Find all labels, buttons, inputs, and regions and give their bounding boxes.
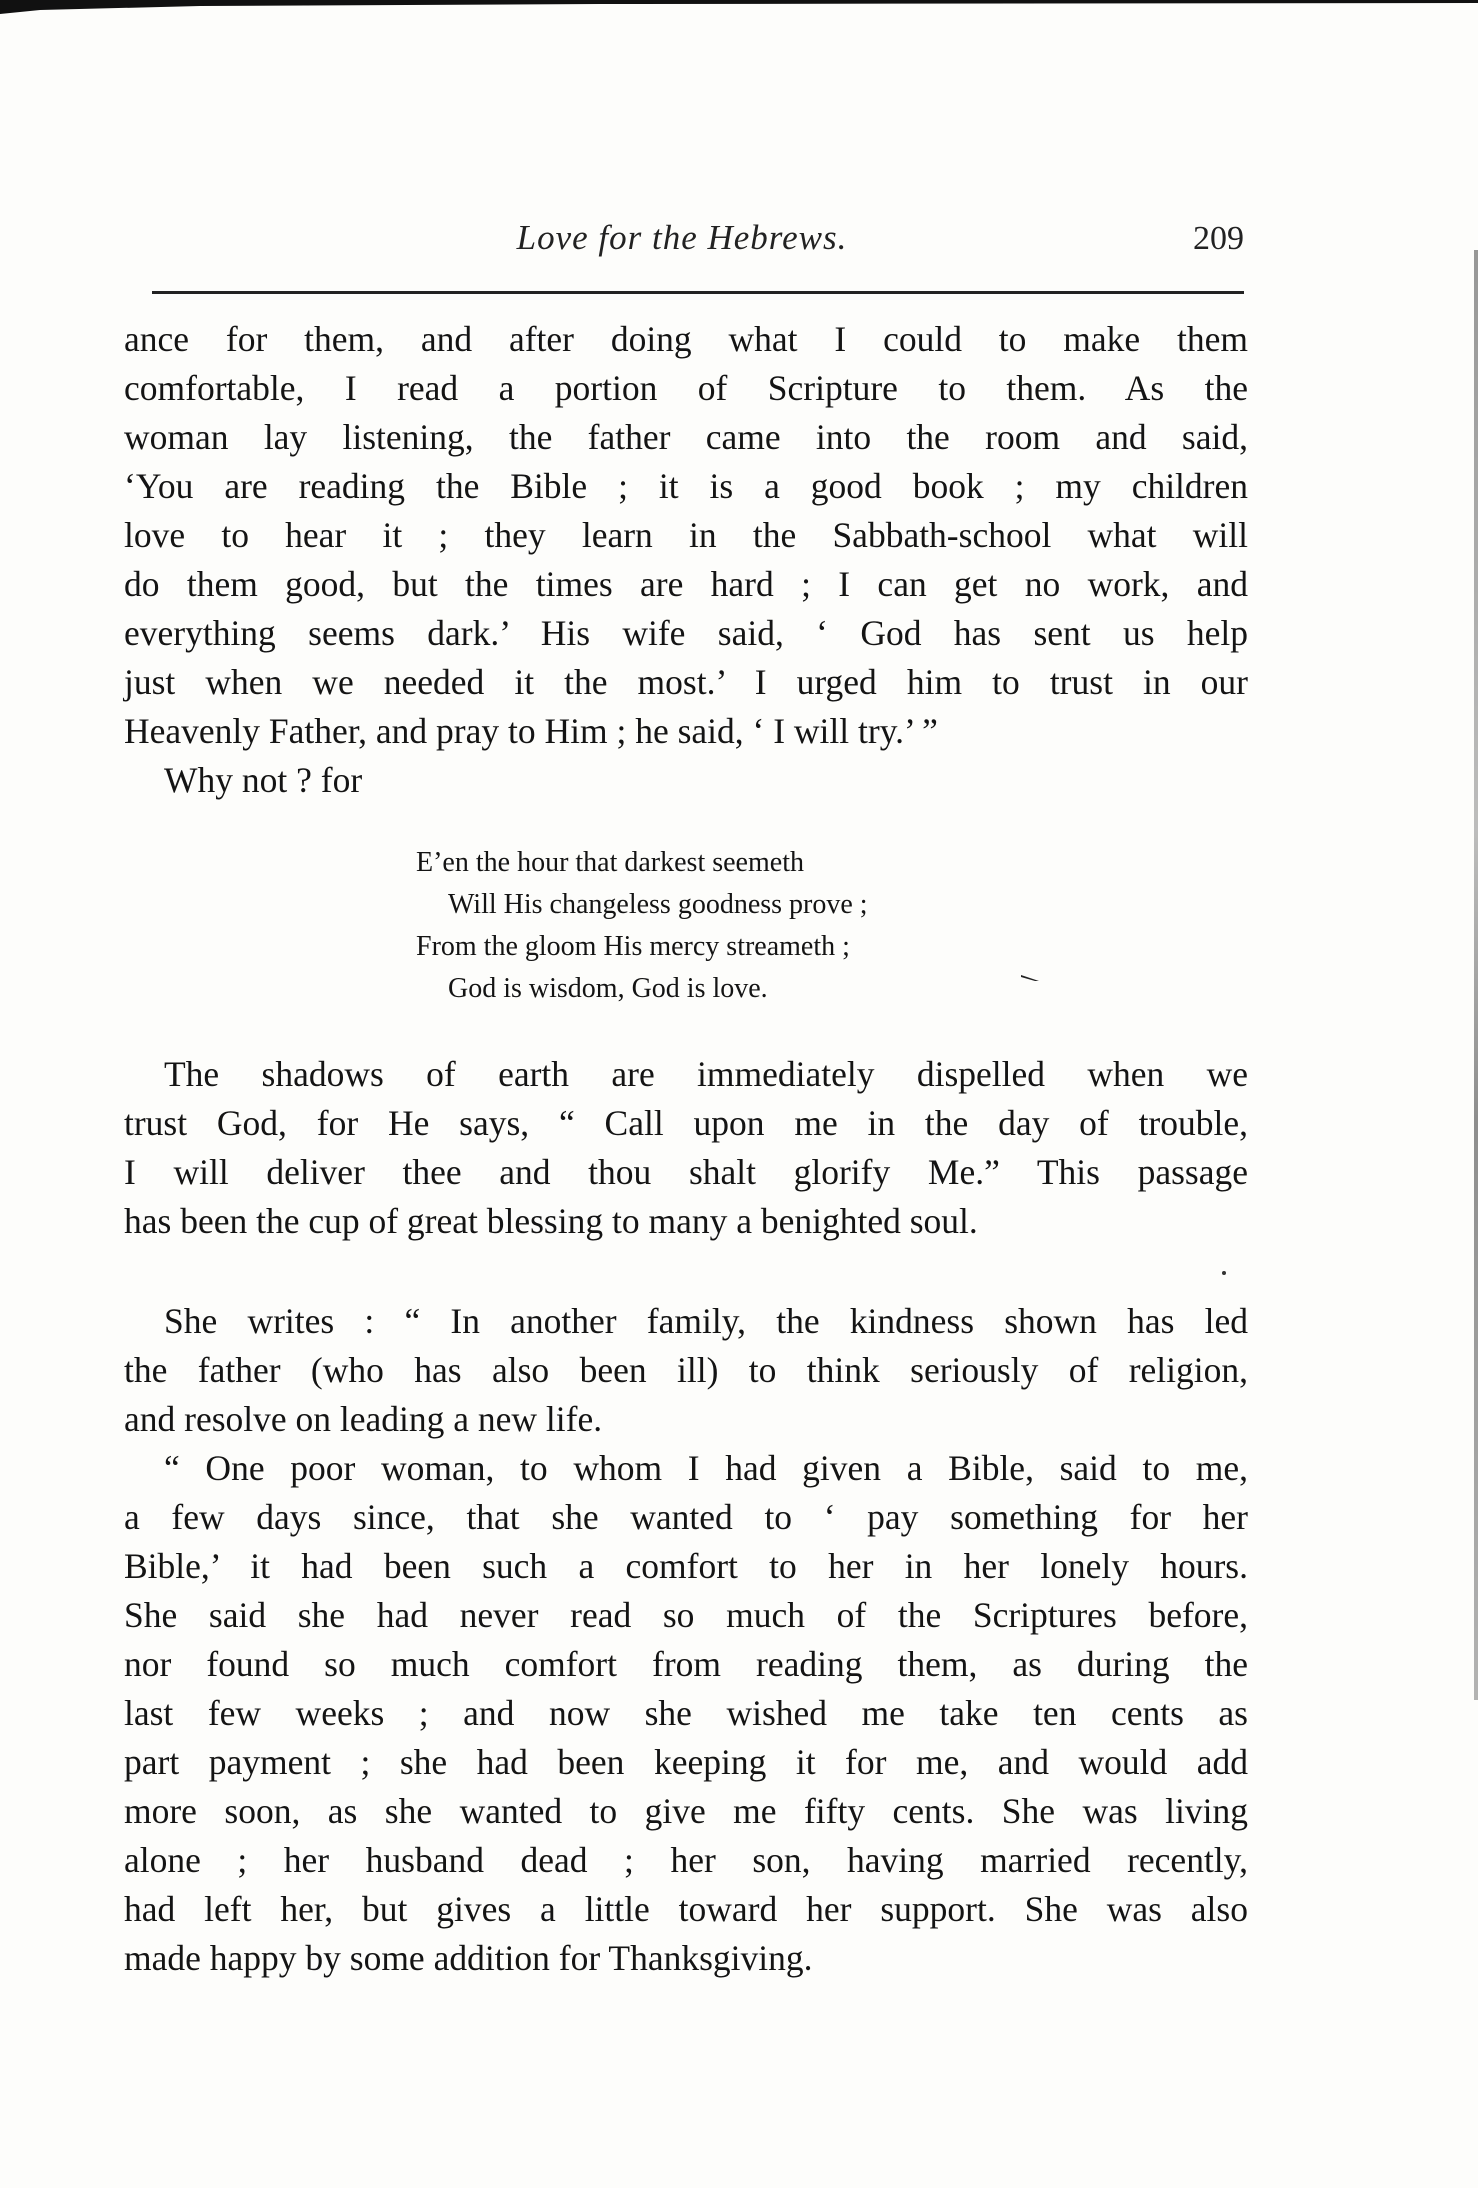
running-title: Love for the Hebrews. xyxy=(516,218,848,257)
text-line: last few weeks ; and now she wished me take ten cents as xyxy=(124,1693,1248,1733)
header-rule xyxy=(152,291,1244,294)
text-line: had left her, but gives a little toward her support. She was also xyxy=(124,1889,1248,1929)
print-mark xyxy=(1021,975,1039,981)
scan-edge xyxy=(0,0,1478,14)
text-line: just when we needed it the most.’ I urged him to trust in our xyxy=(124,662,1248,702)
text-line: alone ; her husband dead ; her son, having married recently, xyxy=(124,1840,1248,1880)
text-line: I will deliver thee and thou shalt glorify Me.” This passage xyxy=(124,1152,1248,1192)
paragraph-she-writes xyxy=(124,1297,1248,1444)
text-line: love to hear it ; they learn in the Sabbath-school what will xyxy=(124,515,1248,555)
poem-line: Will His changeless goodness prove ; xyxy=(448,889,868,920)
text-line: more soon, as she wanted to give me fifty cents. She was living xyxy=(124,1791,1248,1831)
text-line: has been the cup of great blessing to many a benighted soul. xyxy=(124,1201,978,1241)
text-line: do them good, but the times are hard ; I can get no work, and xyxy=(124,564,1248,604)
poem-line: God is wisdom, God is love. xyxy=(448,973,768,1004)
page-edge-shadow xyxy=(1474,250,1478,1700)
text-line: Heavenly Father, and pray to Him ; he said, ‘ I will try.’ ” xyxy=(124,711,938,751)
text-line: The shadows of earth are immediately dispelled when we xyxy=(164,1054,1248,1094)
paragraph-poor-woman xyxy=(124,1444,1248,1983)
text-line: the father (who has also been ill) to think seriously of religion, xyxy=(124,1350,1248,1390)
text-line: comfortable, I read a portion of Scripture to them. As the xyxy=(124,368,1248,408)
text-line: made happy by some addition for Thanksgiving. xyxy=(124,1938,813,1978)
text-line: She writes : “ In another family, the kindness shown has led xyxy=(164,1301,1248,1341)
text-line: and resolve on leading a new life. xyxy=(124,1399,603,1439)
paragraph-shadows xyxy=(124,1050,1248,1246)
poem-line: E’en the hour that darkest seemeth xyxy=(416,847,804,878)
text-line: nor found so much comfort from reading them, as during the xyxy=(124,1644,1248,1684)
print-speck xyxy=(1222,1271,1226,1275)
text-line: She said she had never read so much of the Scriptures before, xyxy=(124,1595,1248,1635)
poem-line: From the gloom His mercy streameth ; xyxy=(416,931,850,962)
text-line: ance for them, and after doing what I could to make them xyxy=(124,319,1248,359)
text-line: part payment ; she had been keeping it for me, and would add xyxy=(124,1742,1248,1782)
text-line: Bible,’ it had been such a comfort to her in her lonely hours. xyxy=(124,1546,1248,1586)
text-line: a few days since, that she wanted to ‘ pay something for her xyxy=(124,1497,1248,1537)
text-line: everything seems dark.’ His wife said, ‘ God has sent us help xyxy=(124,613,1248,653)
paragraph-why-not xyxy=(124,756,1248,805)
text-line: Why not ? for xyxy=(164,760,363,800)
page-header xyxy=(120,218,1244,262)
text-line: trust God, for He says, “ Call upon me in the day of trouble, xyxy=(124,1103,1248,1143)
text-line: woman lay listening, the father came into the room and said, xyxy=(124,417,1248,457)
paragraph-continuation xyxy=(124,315,1248,756)
page-number: 209 xyxy=(1193,220,1244,257)
poem-quote xyxy=(416,842,1036,1010)
text-line: “ One poor woman, to whom I had given a Bible, said to me, xyxy=(164,1448,1248,1488)
text-line: ‘You are reading the Bible ; it is a good book ; my children xyxy=(124,466,1248,506)
